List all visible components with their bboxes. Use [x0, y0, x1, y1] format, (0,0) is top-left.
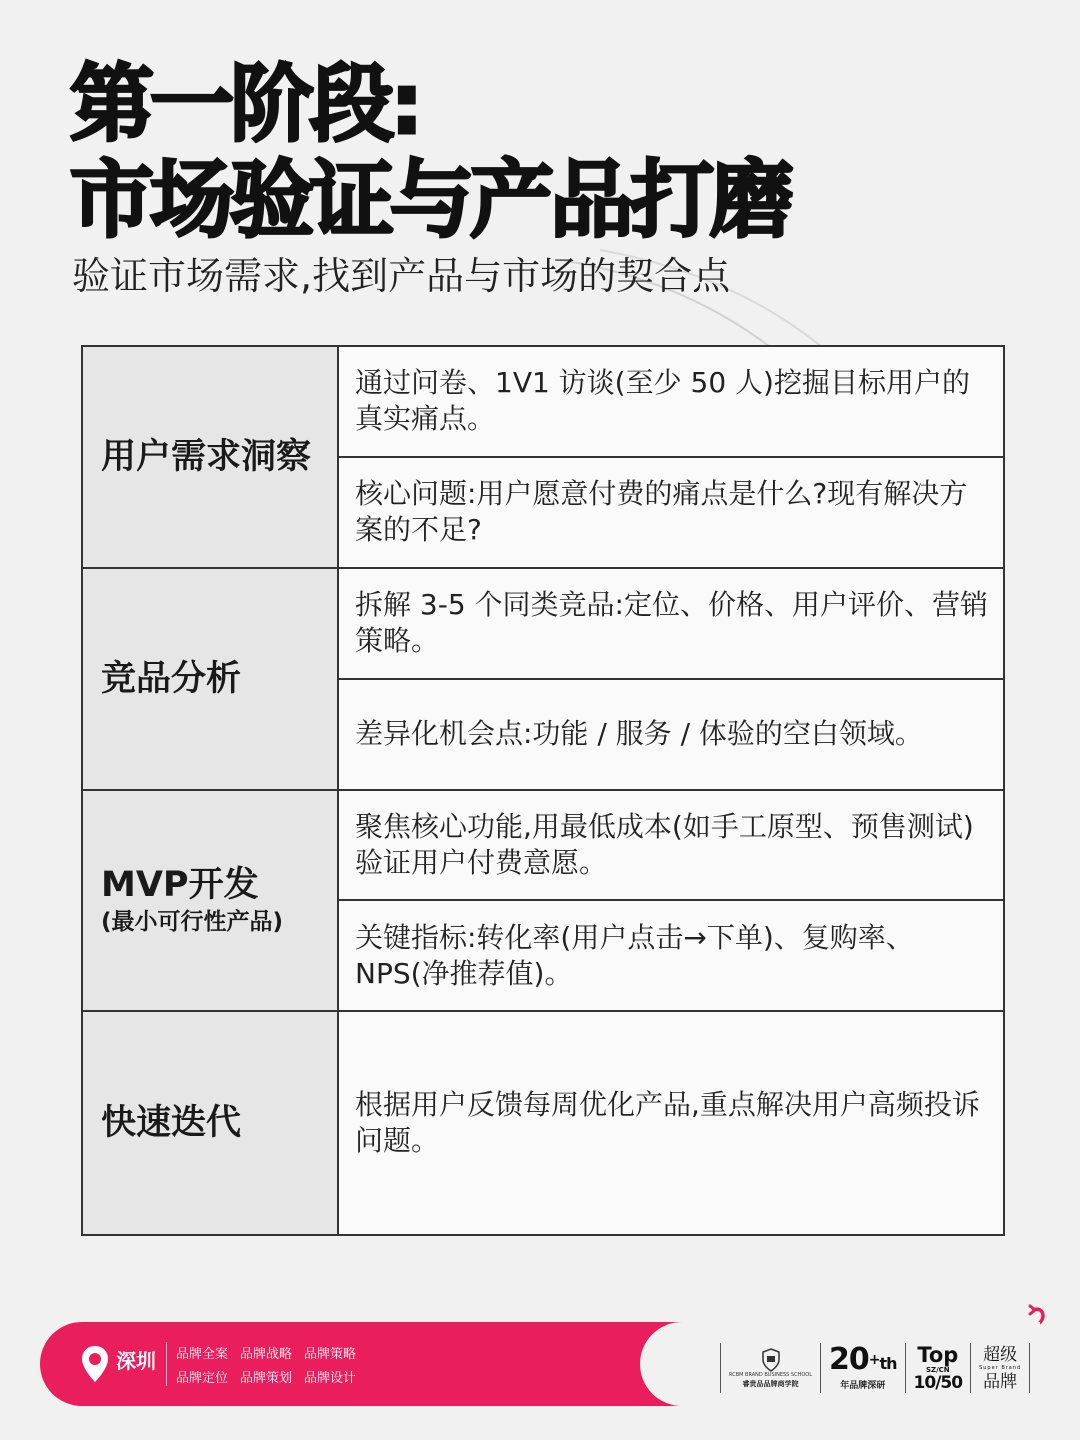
- category-cell: [83, 347, 339, 567]
- item-list: [339, 569, 1003, 789]
- category-sublabel: (最小可行性产品): [101, 909, 284, 936]
- top-rank: 10/50: [913, 1373, 963, 1393]
- service-tag: 品牌定位: [176, 1371, 229, 1386]
- title-line-2: 市场验证与产品打磨: [70, 151, 791, 249]
- table-item: 关键指标:转化率(用户点击→下单)、复购率、NPS(净推荐值)。: [339, 899, 1003, 1010]
- page-subtitle: 验证市场需求,找到产品与市场的契合点: [72, 254, 731, 298]
- stage-table: [81, 345, 1005, 1236]
- super-brand-badge: [979, 1341, 1021, 1395]
- category-label: MVP开发: [101, 865, 259, 906]
- school-name-en: RCBM BRAND BUSINESS SCHOOL: [729, 1371, 813, 1378]
- logo-divider: [970, 1343, 971, 1393]
- item-list: [339, 1012, 1003, 1234]
- school-name-cn: 睿贵品品牌商学院: [742, 1379, 799, 1388]
- logo-divider: [1029, 1343, 1030, 1393]
- table-row: [83, 569, 1003, 791]
- service-tag: 品牌战略: [240, 1347, 293, 1362]
- category-cell: [83, 569, 339, 789]
- table-item: 差异化机会点:功能 / 服务 / 体验的空白领域。: [339, 678, 1003, 789]
- top-label: Top: [917, 1343, 959, 1367]
- item-list: [339, 791, 1003, 1011]
- years-badge: [829, 1341, 897, 1395]
- top-rank-badge: [914, 1341, 963, 1395]
- page-title: [70, 56, 790, 248]
- service-tags: [176, 1344, 356, 1390]
- table-item: 通过问卷、1V1 访谈(至少 50 人)挖掘目标用户的真实痛点。: [355, 366, 970, 436]
- service-tag: 品牌全案: [176, 1347, 229, 1362]
- table-item: 核心问题:用户愿意付费的痛点是什么?现有解决方案的不足?: [339, 456, 1003, 567]
- logo-divider: [720, 1343, 721, 1393]
- table-item: 聚焦核心功能,用最低成本(如手工原型、预售测试)验证用户付费意愿。: [355, 809, 974, 879]
- table-item: 根据用户反馈每周优化产品,重点解决用户高频投诉问题。: [355, 1088, 980, 1158]
- item-list: [339, 347, 1003, 567]
- super-brand-cn-1: 超级: [983, 1344, 1018, 1365]
- table-item: 拆解 3-5 个同类竞品:定位、价格、用户评价、营销策略。: [355, 588, 988, 658]
- logo-divider: [905, 1343, 906, 1393]
- super-brand-cn-2: 品牌: [983, 1371, 1018, 1392]
- category-label: 竞品分析: [101, 658, 242, 699]
- category-cell: [83, 1012, 339, 1234]
- location-pin-icon: [80, 1344, 110, 1384]
- table-row: [83, 347, 1003, 569]
- table-row: [83, 1012, 1003, 1234]
- footer-divider: [166, 1342, 167, 1386]
- title-line-1: 第一阶段:: [70, 55, 420, 153]
- service-tag: 品牌策略: [304, 1347, 357, 1362]
- category-label: 快速迭代: [101, 1103, 242, 1144]
- table-row: [83, 791, 1003, 1013]
- logo-divider: [820, 1343, 821, 1393]
- crest-icon: [761, 1348, 781, 1372]
- years-caption: 年品牌深研: [840, 1381, 886, 1391]
- service-tag: 品牌策划: [240, 1371, 293, 1386]
- brand-logos: [712, 1340, 1038, 1396]
- category-label: 用户需求洞察: [101, 436, 312, 477]
- top-location: SZ/CN: [925, 1366, 950, 1374]
- city-label: 深圳: [116, 1349, 156, 1373]
- years-number: 20+th: [829, 1342, 897, 1377]
- super-brand-en: Super Brand: [979, 1364, 1022, 1371]
- school-logo: [729, 1341, 812, 1395]
- category-cell: [83, 791, 339, 1011]
- service-tag: 品牌设计: [304, 1371, 357, 1386]
